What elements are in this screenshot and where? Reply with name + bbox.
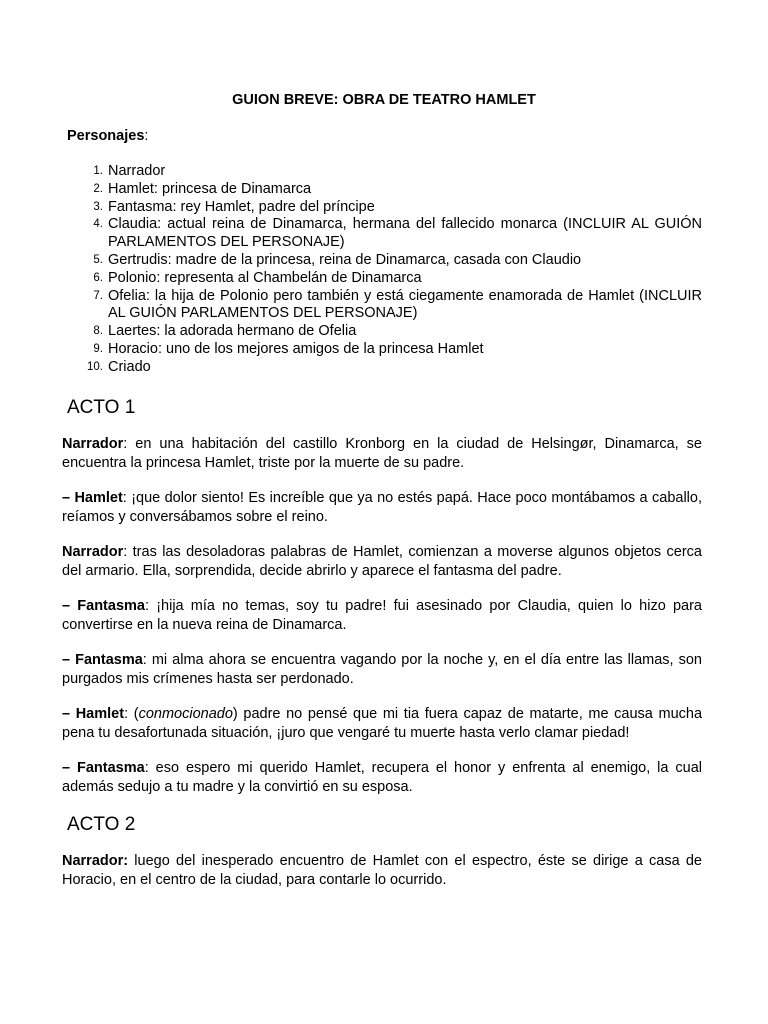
cast-item-number: 2.	[93, 182, 103, 195]
cast-item	[87, 358, 702, 377]
cast-item-number: 4.	[93, 218, 103, 231]
cast-item-text: Laertes: la adorada hermano de Ofelia	[108, 323, 357, 340]
dialogue-text: ) padre no pensé que mi tia fuera capaz de matarte, me causa mucha pena tu desafortunada situación, ¡juro que vengaré tu muerte hasta verlo clamar piedad!	[62, 706, 703, 741]
cast-item	[93, 269, 702, 288]
cast-item-text: Narrador	[108, 163, 166, 179]
cast-item-number: 10.	[87, 360, 103, 373]
speaker-separator: :	[122, 490, 127, 506]
stage-direction: conmocionado	[138, 706, 233, 722]
speaker-name: Narrador	[62, 544, 124, 560]
dialogue-paragraph	[62, 705, 702, 743]
cast-item	[93, 163, 702, 181]
cast-item	[93, 287, 702, 324]
speaker-separator: :	[144, 760, 149, 776]
cast-label-colon: :	[144, 128, 149, 144]
cast-item-text: Horacio: uno de los mejores amigos de la princesa Hamlet	[108, 340, 484, 357]
speaker-name: Narrador:	[62, 853, 129, 869]
cast-item-text: Claudia: actual reina de Dinamarca, hermana del fallecido monarca (INCLUIR AL GUIÓN PARLAMENTOS DEL PERSONAJE)	[108, 216, 702, 251]
speaker-name: Narrador	[62, 436, 124, 452]
dialogue-text: en una habitación del castillo Kronborg en la ciudad de Helsingør, Dinamarca, se encuentra la princesa Hamlet, triste por la muerte de su padre.	[62, 436, 702, 471]
cast-label-text: Personajes	[67, 128, 145, 144]
cast-item	[93, 180, 702, 199]
cast-item-number: 6.	[93, 271, 103, 284]
dialogue-paragraph	[62, 852, 702, 890]
speaker-name: – Fantasma	[62, 652, 143, 668]
dialogue-paragraph	[62, 543, 702, 581]
cast-item-number: 3.	[93, 200, 103, 213]
dialogue-text: ¡que dolor siento! Es increíble que ya no estés papá. Hace poco montábamos a caballo, reíamos y conversábamos sobre el reino.	[62, 490, 702, 525]
dialogue-text: luego del inesperado encuentro de Hamlet con el espectro, éste se dirige a casa de Horacio, en el centro de la ciudad, para contarle lo ocurrido.	[62, 853, 702, 888]
cast-item-text: Gertrudis: madre de la princesa, reina de Dinamarca, casada con Claudio	[108, 251, 582, 268]
speaker-name: – Fantasma	[62, 598, 145, 614]
dialogue-text: eso espero mi querido Hamlet, recupera el honor y enfrenta al enemigo, la cual además sedujo a tu madre y la convirtió en su esposa.	[62, 760, 702, 795]
cast-item-text: Hamlet: princesa de Dinamarca	[108, 180, 312, 197]
cast-item	[93, 216, 702, 252]
document-title: GUION BREVE: OBRA DE TEATRO HAMLET	[232, 92, 536, 108]
dialogue-paragraph	[62, 759, 702, 797]
cast-item-number: 8.	[93, 325, 103, 338]
cast-item-text: Ofelia: la hija de Polonio pero también y está ciegamente enamorada de Hamlet (INCLUIR AL GUIÓN PARLAMENTOS DEL PERSONAJE)	[108, 287, 702, 322]
speaker-name: – Fantasma	[62, 760, 145, 776]
speaker-name: – Hamlet	[62, 490, 123, 506]
act-1-heading: ACTO 1	[67, 397, 136, 418]
cast-item-text: Polonio: representa al Chambelán de Dinamarca	[108, 269, 422, 286]
dialogue-paragraph	[62, 597, 702, 635]
cast-item-number: 7.	[93, 289, 103, 302]
cast-label	[67, 128, 148, 144]
speaker-name: – Hamlet	[62, 706, 125, 722]
stage-direction-open: (	[128, 706, 139, 722]
dialogue-paragraph	[62, 435, 702, 473]
cast-item-text: Criado	[108, 358, 151, 375]
dialogue-paragraph	[62, 489, 702, 527]
cast-item-text: Fantasma: rey Hamlet, padre del príncipe	[108, 198, 375, 215]
speaker-separator: :	[123, 436, 128, 452]
cast-item-number: 1.	[93, 165, 103, 177]
cast-list	[87, 163, 702, 377]
cast-item	[93, 198, 702, 217]
cast-item-number: 9.	[93, 342, 103, 355]
cast-item	[93, 251, 702, 270]
cast-item	[93, 340, 702, 359]
cast-item	[93, 323, 702, 341]
dialogue-paragraph	[62, 651, 702, 689]
act-2-heading: ACTO 2	[67, 814, 136, 835]
cast-item-number: 5.	[93, 253, 103, 266]
speaker-separator: :	[142, 652, 147, 668]
dialogue-text: mi alma ahora se encuentra vagando por la noche y, en el día entre las llamas, son purgados mis crímenes hasta ser perdonado.	[62, 652, 702, 687]
speaker-separator: :	[124, 706, 129, 722]
dialogue-text: ¡hija mía no temas, soy tu padre! fui asesinado por Claudia, quien lo hizo para convertirse en la nueva reina de Dinamarca.	[62, 598, 702, 633]
speaker-separator: :	[123, 544, 128, 560]
speaker-separator: :	[144, 598, 149, 614]
dialogue-text: tras las desoladoras palabras de Hamlet, comienzan a moverse algunos objetos cerca del armario. Ella, sorprendida, decide abrirlo y aparece el fantasma del padre.	[62, 544, 702, 579]
